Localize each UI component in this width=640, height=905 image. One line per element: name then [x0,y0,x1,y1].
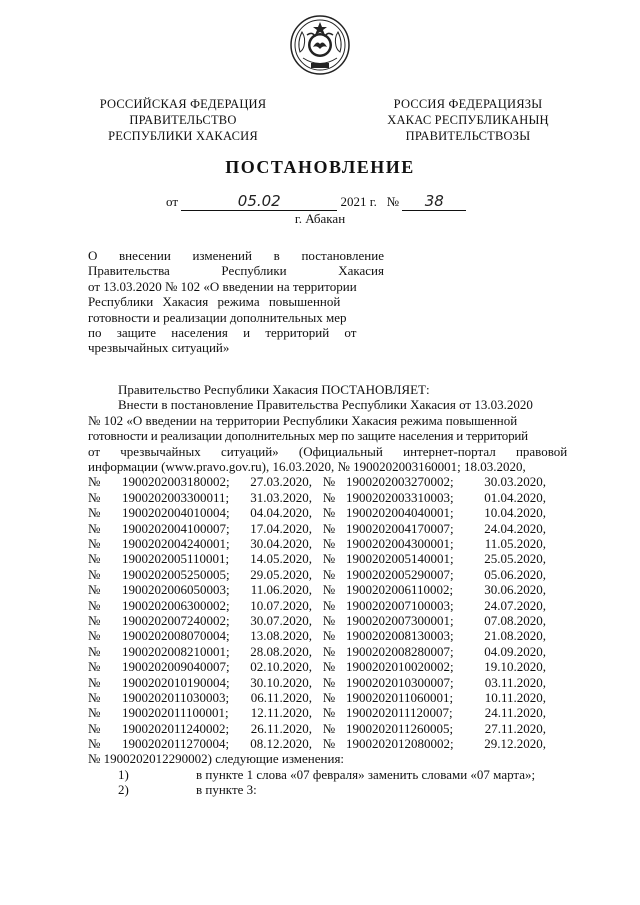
registration-number: 1900202003300011; [122,489,230,505]
table-row [88,536,596,551]
registration-number: 1900202007100003; [346,597,454,613]
table-row [88,721,596,736]
number-sign: № [322,628,336,644]
subject-word: Хакасия [338,263,384,279]
header-left-line: РЕСПУБЛИКИ ХАКАСИЯ [108,129,258,143]
list-item [88,767,596,782]
registration-number: 1900202005250005; [122,566,230,582]
table-row [88,690,596,705]
registration-number: 1900202003310003; [346,489,454,505]
subject-word: внесении [119,248,171,263]
subject-word: О [88,248,98,263]
header-left-line: ПРАВИТЕЛЬСТВО [129,113,237,127]
number-sign: № [88,474,101,490]
publication-date: 19.10.2020, [484,659,546,675]
registration-number: 1900202011120007; [346,705,453,721]
table-row [88,736,596,751]
publication-date: 10.04.2020, [484,505,546,521]
registration-number: 1900202004300001; [346,536,454,551]
registration-number: 1900202010020002; [346,659,454,675]
number-sign: № [322,689,336,705]
table-row [88,567,596,582]
subject-line [88,248,384,263]
registration-number: 1900202011030003; [122,689,230,705]
number-sign: № [322,536,336,551]
registration-number: 1900202010190004; [122,674,230,690]
publication-date: 30.06.2020, [484,582,546,598]
intro-line: от чрезвычайных ситуаций» (Официальный интернет-портал правовой [88,443,568,459]
number-field [402,192,466,211]
number-sign: № [88,597,101,613]
registration-number: 1900202011260005; [346,720,454,736]
registration-number: 1900202004170007; [346,520,454,536]
registration-number: 1900202006110002; [346,582,454,598]
registration-number: 1900202008280007; [346,643,454,659]
registration-number: 1900202011240002; [122,720,230,736]
number-sign: № [88,520,101,536]
table-row [88,613,596,628]
publication-date: 31.03.2020, [250,489,312,505]
publication-date: 13.08.2020, [250,628,312,644]
number-sign: № [322,705,336,721]
number-sign: № [88,566,101,582]
table-row [88,628,596,643]
item-number: 2) [118,782,129,798]
registration-number: 1900202011060001; [346,689,454,705]
header-right-line: РОССИЯ ФЕДЕРАЦИЯЗЫ [393,97,543,111]
item-number: 1) [118,766,129,782]
number-sign: № [88,582,101,598]
number-value: 38 [424,192,444,210]
publication-date: 14.05.2020, [250,551,312,567]
date-line [166,192,466,211]
number-sign: № [88,736,101,752]
intro-line: готовности и реализации дополнительных мер по защите населения и территорий [88,428,528,444]
date-value: 05.02 [237,192,281,210]
publication-date: 04.09.2020, [484,643,546,659]
subject-line: от 13.03.2020 № 102 «О введении на территории [88,278,357,294]
publication-date: 11.06.2020, [250,582,312,598]
registration-number: 1900202004240001; [122,536,230,551]
subject-word: постановление [301,248,384,263]
publication-date: 05.06.2020, [484,566,546,582]
number-sign: № [322,566,336,582]
item-text: в пункте 3: [196,782,257,798]
number-sign: № [88,720,101,736]
publication-date: 27.11.2020, [484,720,546,736]
table-row [88,582,596,597]
number-sign: № [88,659,101,675]
registration-number: 1900202012080002; [346,736,454,752]
number-sign: № [322,597,336,613]
publication-date: 12.11.2020, [250,705,312,721]
publication-date: 30.07.2020, [250,612,312,628]
publication-date: 30.04.2020, [250,536,312,551]
publication-date: 07.08.2020, [484,612,546,628]
publication-date: 28.08.2020, [250,643,312,659]
registration-numbers-list [88,474,596,751]
publication-date: 24.07.2020, [484,597,546,613]
publication-date: 08.12.2020, [250,736,312,752]
publication-date: 10.11.2020, [484,689,546,705]
subject-line: готовности и реализации дополнительных мер [88,309,347,325]
table-row [88,675,596,690]
subject-word: Республики [221,263,287,279]
publication-date: 06.11.2020, [250,689,312,705]
number-sign: № [88,643,101,659]
document-title: ПОСТАНОВЛЕНИЕ [225,157,415,177]
publication-date: 30.10.2020, [250,674,312,690]
number-sign: № [88,674,101,690]
registration-number: 1900202005140001; [346,551,454,567]
intro-line: № 102 «О введении на территории Республики Хакасия режима повышенной [88,412,518,428]
date-prefix: от [166,194,179,209]
header-right-line: ПРАВИТЕЛЬСТВОЗЫ [405,129,531,143]
number-sign: № [322,643,336,659]
document-body [88,382,596,798]
intro-line: информации (www.pravo.gov.ru), 16.03.2020, № 1900202003160001; 18.03.2020, [88,459,526,475]
registration-number: 1900202006300002; [122,597,230,613]
registration-number: 1900202008210001; [122,643,230,659]
closing-line: № 1900202012290002) следующие изменения: [88,751,345,767]
table-row [88,505,596,520]
number-sign: № [88,551,101,567]
publication-date: 01.04.2020, [484,489,546,505]
intro-line: Внести в постановление Правительства Республики Хакасия от 13.03.2020 [118,397,533,413]
table-row [88,474,596,489]
number-sign: № [322,736,336,752]
registration-number: 1900202003180002; [122,474,230,490]
coat-of-arms-icon [289,14,351,76]
registration-number: 1900202006050003; [122,582,230,598]
number-sign: № [88,505,101,521]
subject-word: в [273,248,280,263]
publication-date: 24.11.2020, [484,705,546,721]
subject-line [88,263,384,278]
number-sign: № [322,551,336,567]
registration-number: 1900202007240002; [122,612,230,628]
registration-number: 1900202005290007; [346,566,454,582]
registration-number: 1900202008070004; [122,628,230,644]
number-sign: № [322,505,336,521]
number-sign: № [322,720,336,736]
publication-date: 02.10.2020, [250,659,312,675]
publication-date: 10.07.2020, [250,597,312,613]
registration-number: 1900202004010004; [122,505,230,521]
publication-date: 29.05.2020, [250,566,312,582]
publication-date: 04.04.2020, [250,505,312,521]
publication-date: 11.05.2020, [484,536,546,551]
publication-date: 03.11.2020, [484,674,546,690]
item-text: в пункте 1 слова «07 февраля» заменить словами «07 марта»; [196,766,536,782]
year-text: 2021 г. [340,194,377,209]
table-row [88,490,596,505]
publication-date: 29.12.2020, [484,736,546,752]
number-sign: № [88,705,101,721]
registration-number: 1900202011270004; [122,736,230,752]
table-row [88,598,596,613]
number-sign: № [322,674,336,690]
publication-date: 24.04.2020, [484,520,546,536]
header-left-line: РОССИЙСКАЯ ФЕДЕРАЦИЯ [99,97,267,111]
registration-number: 1900202010300007; [346,674,454,690]
subject-word: Правительства [88,263,170,279]
table-row [88,551,596,566]
publication-date: 17.04.2020, [250,520,312,536]
number-sign: № [88,489,101,505]
preamble: Правительство Республики Хакасия ПОСТАНОВЛЯЕТ: [118,382,430,397]
number-sign: № [322,474,336,490]
list-item [88,782,596,797]
publication-date: 27.03.2020, [250,474,312,490]
registration-number: 1900202011100001; [122,705,229,721]
number-sign: № [322,582,336,598]
registration-number: 1900202008130003; [346,628,454,644]
header-right [368,96,568,144]
subject-line: Республики Хакасия режима повышенной [88,294,341,310]
publication-date: 30.03.2020, [484,474,546,490]
publication-date: 26.11.2020, [250,720,312,736]
table-row [88,521,596,536]
number-sign: № [88,689,101,705]
header-right-line: ХАКАС РЕСПУБЛИКАНЫҢ [387,113,549,127]
registration-number: 1900202004100007; [122,520,230,536]
registration-number: 1900202007300001; [346,612,454,628]
number-sign: № [88,628,101,644]
number-sign: № [386,194,400,209]
registration-number: 1900202003270002; [346,474,454,490]
date-field [181,192,337,211]
number-sign: № [322,659,336,675]
header-left [88,96,278,144]
publication-date: 21.08.2020, [484,628,546,644]
registration-number: 1900202009040007; [122,659,230,675]
publication-date: 25.05.2020, [484,551,546,567]
number-sign: № [88,536,101,551]
registration-number: 1900202005110001; [122,551,230,567]
table-row [88,705,596,720]
subject-line: чрезвычайных ситуаций» [88,340,230,356]
subject-line: по защите населения и территорий от [88,325,357,341]
number-sign: № [88,612,101,628]
subject-block [88,248,384,356]
number-sign: № [322,489,336,505]
registration-number: 1900202004040001; [346,505,454,521]
city: г. Абакан [294,211,346,226]
table-row [88,659,596,674]
number-sign: № [322,520,336,536]
table-row [88,644,596,659]
number-sign: № [322,612,336,628]
subject-word: изменений [192,248,252,263]
